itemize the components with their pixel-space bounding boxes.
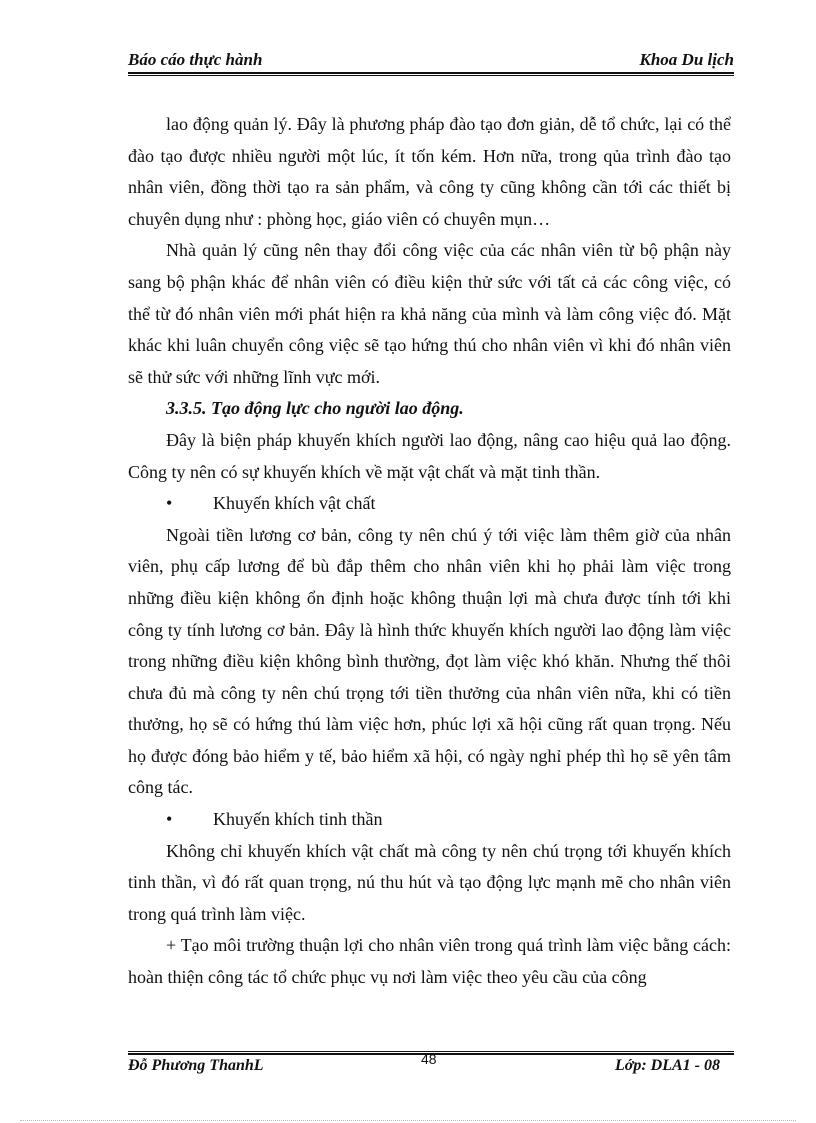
page-edge-divider bbox=[20, 1120, 796, 1121]
bullet-item-material bbox=[128, 488, 731, 520]
bullet-label: Khuyến khích tinh thần bbox=[213, 809, 383, 830]
footer-class: Lớp: DLA1 - 08 bbox=[614, 1057, 720, 1074]
header-rule-thin bbox=[128, 75, 734, 76]
paragraph-6: + Tạo môi trường thuận lợi cho nhân viên trong quá trình làm việc bằng cách: hoàn thiện công tác tổ chức phục vụ nơi làm việc theo yêu cầu của công bbox=[128, 935, 731, 988]
header-rule-thick bbox=[128, 72, 734, 74]
bullet-icon: • bbox=[166, 809, 173, 830]
paragraph-4: Ngoài tiền lương cơ bản, công ty nên chú ý tới việc làm thêm giờ của nhân viên, phụ cấp lương để bù đắp thêm cho nhân viên khi họ phải làm việc trong những điều kiện không ổn định hoặc không thuận lợi mà chưa được tính tới khi công ty tính lương cơ bản. Đây là hình thức khuyến khích người lao động làm việc trong những điều kiện không bình thường, đọt làm việc khó khăn. Nhưng thế thôi chưa đủ mà công ty nên chú trọng tới tiền thưởng của nhân viên nữa, khi có tiền thưởng, họ sẽ có hứng thú làm việc hơn, phúc lợi xã hội cũng rất quan trọng. Nếu họ được đóng bảo hiểm y tế, bảo hiểm xã hội, có ngày nghỉ phép thì họ sẽ yên tâm công tác. bbox=[128, 524, 731, 798]
header-department: Khoa Du lịch bbox=[639, 50, 734, 69]
section-heading: 3.3.5. Tạo động lực cho người lao động. bbox=[166, 398, 464, 419]
paragraph-3: Đây là biện pháp khuyến khích người lao động, nâng cao hiệu quả lao động. Công ty nên có sự khuyến khích về mặt vật chất và mặt tinh thần. bbox=[128, 429, 731, 482]
page-body bbox=[128, 109, 731, 994]
paragraph-1: lao động quản lý. Đây là phương pháp đào tạo đơn giản, dễ tổ chức, lại có thể đào tạo được nhiều người một lúc, ít tốn kém. Hơn nữa, trong qủa trình đào tạo nhân viên, đồng thời tạo ra sản phẩm, và công ty cũng không cần tới các thiết bị chuyên dụng như : phòng học, giáo viên có chuyên mụn… bbox=[128, 114, 731, 229]
bullet-item-spiritual bbox=[128, 804, 731, 836]
bullet-label: Khuyến khích vật chất bbox=[213, 493, 376, 514]
paragraph-2: Nhà quản lý cũng nên thay đổi công việc của các nhân viên từ bộ phận này sang bộ phận khác để nhân viên có điều kiện thử sức với tất cả các công việc, có thể từ đó nhân viên mới phát hiện ra khả năng của mình và làm công việc đó. Mặt khác khi luân chuyển công việc sẽ tạo hứng thú cho nhân viên vì khi đó nhân viên sẽ thử sức với những lĩnh vực mới. bbox=[128, 240, 731, 387]
paragraph-5: Không chỉ khuyến khích vật chất mà công ty nên chú trọng tới khuyến khích tinh thần, vì đó rất quan trọng, nú thu hút và tạo động lực mạnh mẽ cho nhân viên trong quá trình làm việc. bbox=[128, 840, 731, 924]
page-number: 48 bbox=[421, 1051, 437, 1067]
bullet-icon: • bbox=[166, 493, 173, 514]
footer-author: Đỗ Phương ThanhL bbox=[128, 1057, 264, 1074]
page-header bbox=[128, 50, 734, 72]
page-footer bbox=[128, 1051, 734, 1079]
header-report-title: Báo cáo thực hành bbox=[128, 50, 263, 69]
